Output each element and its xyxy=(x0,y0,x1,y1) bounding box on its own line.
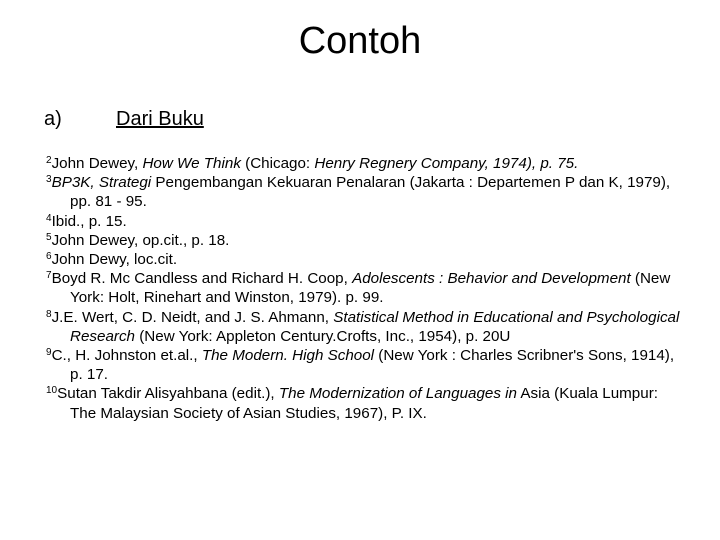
reference-italic-text: How We Think xyxy=(142,155,241,172)
footnote-number: 3 xyxy=(46,174,52,186)
reference-text: Pengembangan Kekuaran Penalaran (Jakarta : Departemen P dan K, 1979), pp. 81 - 95. xyxy=(70,174,671,211)
reference-text: John Dewey, op.cit., p. 18. xyxy=(51,231,230,249)
footnote-number: 6 xyxy=(46,251,52,263)
reference-item xyxy=(46,154,686,173)
slide-title: Contoh xyxy=(298,20,422,62)
footnote-number: 10 xyxy=(46,385,58,397)
reference-italic-text: The Modernization of Languages in xyxy=(278,385,517,403)
reference-list xyxy=(46,154,686,423)
reference-text: (New York: Appleton Century.Crofts, Inc., 1954), p. 20U xyxy=(135,327,511,345)
footnote-number: 8 xyxy=(46,308,52,320)
footnote-number: 2 xyxy=(46,155,52,166)
footnote-number: 4 xyxy=(46,212,52,224)
reference-text: John Dewy, loc.cit. xyxy=(51,251,178,269)
reference-text: C., H. Johnston et.al., xyxy=(51,347,202,365)
reference-italic-text: Henry Regnery Company, 1974), p. 75. xyxy=(314,155,579,172)
reference-text: John Dewey, xyxy=(51,155,143,172)
footnote-number: 9 xyxy=(46,347,52,359)
reference-item xyxy=(46,269,686,307)
reference-italic-text: The Modern. High School xyxy=(201,347,375,365)
reference-item xyxy=(46,250,686,269)
reference-text: Ibid., p. 15. xyxy=(51,212,127,230)
reference-italic-text: Adolescents : Behavior and Development xyxy=(352,270,631,288)
reference-text: Asia (Kuala Lumpur: The Malaysian Society of Asian Studies, 1967), P. IX. xyxy=(70,385,658,422)
reference-item xyxy=(46,173,686,211)
reference-item xyxy=(46,384,686,422)
reference-item xyxy=(46,308,686,346)
subheading-letter: a) xyxy=(44,108,62,130)
reference-item xyxy=(46,346,686,384)
reference-item xyxy=(46,231,686,250)
reference-text: Sutan Takdir Alisyahbana (edit.), xyxy=(57,385,279,403)
reference-text: (New York : Charles Scribner's Sons, 1914), p. 17. xyxy=(70,347,675,384)
reference-text: J.E. Wert, C. D. Neidt, and J. S. Ahmann, xyxy=(51,308,334,326)
reference-text: Boyd R. Mc Candless and Richard H. Coop, xyxy=(51,270,353,288)
footnote-number: 7 xyxy=(46,270,52,282)
reference-item xyxy=(46,212,686,231)
subheading-text: Dari Buku xyxy=(116,108,204,130)
subheading xyxy=(44,106,204,132)
reference-text: (New York: Holt, Rinehart and Winston, 1979). p. 99. xyxy=(70,270,671,307)
reference-italic-text: BP3K, Strategi xyxy=(51,174,152,192)
reference-italic-text: Statistical Method in Educational and Psychological Research xyxy=(70,308,680,345)
footnote-number: 5 xyxy=(46,231,52,243)
reference-text: (Chicago: xyxy=(240,155,315,172)
